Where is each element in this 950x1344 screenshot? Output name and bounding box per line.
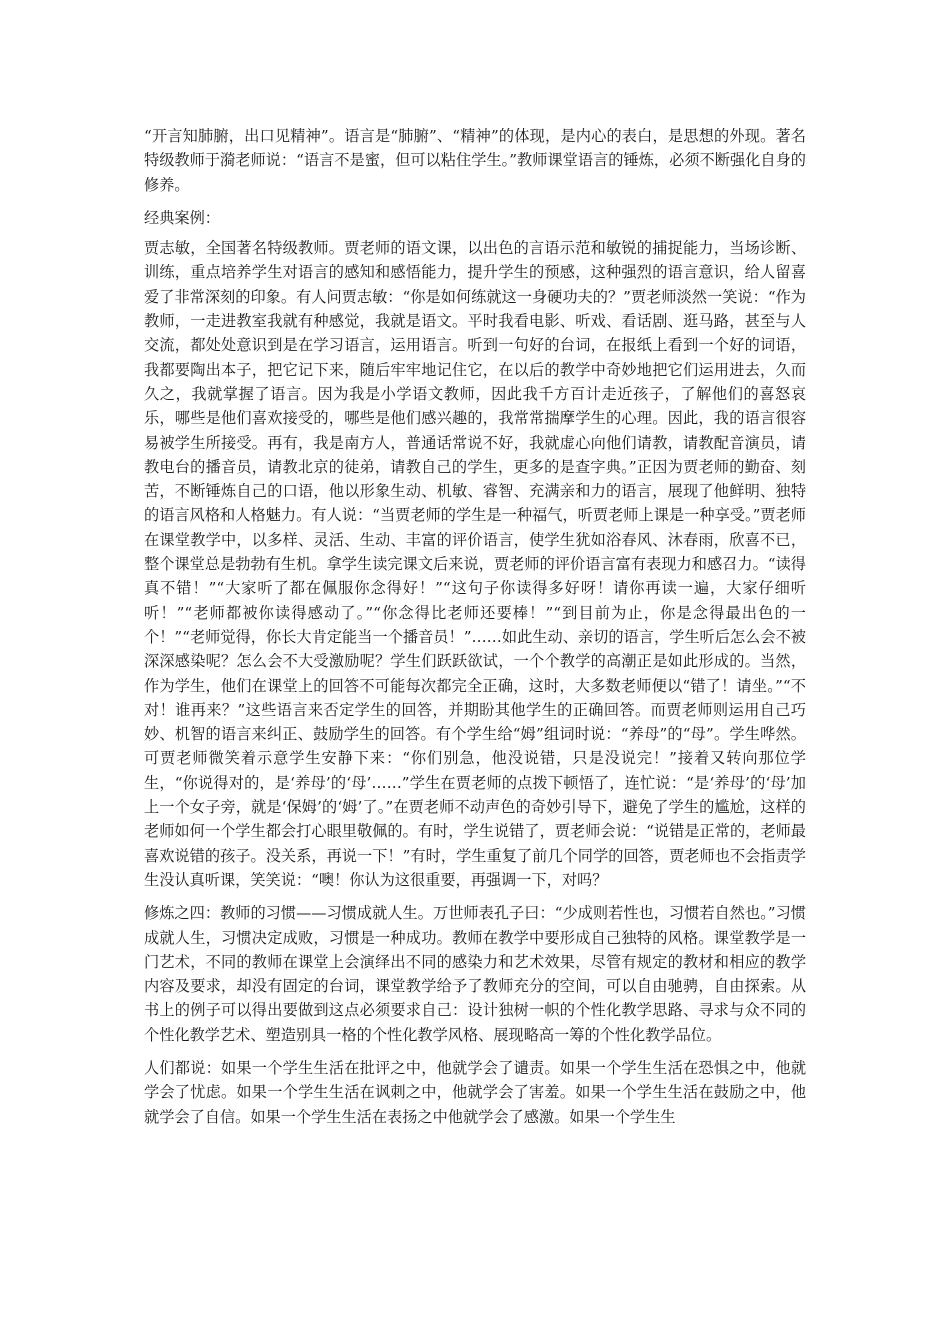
closing-paragraph: 人们都说：如果一个学生生活在批评之中，他就学会了谴责。如果一个学生生活在恐惧之中，他就学会了忧虑。如果一个学生生活在讽刺之中，他就学会了害羞。如果一个学生生活在鼓励之中，他就学会了自信。如果一个学生生活在表扬之中他就学会了感激。如果一个学生生: [144, 1058, 806, 1126]
case-paragraph: 贾志敏，全国著名特级教师。贾老师的语文课，以出色的言语示范和敏锐的捕捉能力，当场诊断、训练，重点培养学生对语言的感知和感悟能力，提升学生的预感，这种强烈的语言意识，给人留喜爱了非常深刻的印象。有人问贾志敏：“你是如何练就这一身硬功夫的？”贾老师淡然一笑说：“作为教师，一走进教室我就有种感觉，我就是语文。平时我看电影、听戏、看话剧、逛马路，甚至与人交流，都处处意识到是在学习语言，运用语言。听到一句好的台词，在报纸上看到一个好的词语，我都要陶出本子，把它记下来，随后牢牢地记住它，在以后的教学中奇妙地把它们运用进去，久而久之，我就掌握了语言。因为我是小学语文教师，因此我千方百计走近孩子，了解他们的喜怒哀乐，哪些是他们喜欢接受的，哪些是他们感兴趣的，我常常揣摩学生的心理。因此，我的语言很容易被学生所接受。再有，我是南方人，普通话常说不好，我就虚心向他们请教，请教配音演员，请教电台的播音员，请教北京的徒弟，请教自己的学生，更多的是查字典。”正因为贾老师的勤奋、刻苦，不断锤炼自己的口语，他以形象生动、机敏、睿智、充满亲和力的语言，展现了他鲜明、独特的语言风格和人格魅力。有人说：“当贾老师的学生是一种福气，听贾老师上课是一种享受。”贾老师在课堂教学中，以多样、灵活、生动、丰富的评价语言，使学生犹如浴春风、沐春雨，欣喜不已，整个课堂总是勃勃有生机。拿学生读完课文后来说，贾老师的评价语言富有表现力和感召力。“读得真不错！”“大家听了都在佩服你念得好！”“这句子你读得多好呀！请你再读一遍，大家仔细听听！”“老师都被你读得感动了。”“你念得比老师还要棒！”“到目前为止，你是念得最出色的一个！”“老师觉得，你长大肯定能当一个播音员！”……如此生动、亲切的语言，学生听后怎么会不被深深感染呢？怎么会不大受激励呢？学生们跃跃欲试，一个个教学的高潮正是如此形成的。当然，作为学生，他们在课堂上的回答不可能每次都完全正确，这时，大多数老师便以“错了！请坐。”“不对！谁再来？”这些语言来否定学生的回答，并期盼其他学生的正确回答。而贾老师则运用自己巧妙、机智的语言来纠正、鼓励学生的回答。有个学生给“姆”组词时说：“养母”的“母”。学生哗然。可贾老师微笑着示意学生安静下来：“你们别急，他没说错，只是没说完！”接着又转向那位学生，“你说得对的，是‘养母’的‘母’……”学生在贾老师的点拨下顿悟了，连忙说：“是‘养母’的‘母’加上一个女子旁，就是‘保姆’的‘姆’了。”在贾老师不动声色的奇妙引导下，避免了学生的尴尬，这样的老师如何一个学生都会打心眼里敬佩的。有时，学生说错了，贾老师会说：“说错是正常的，老师最喜欢说错的孩子。没关系，再说一下！”有时，学生重复了前几个同学的回答，贾老师也不会指责学生没认真听课，笑笑说：“噢！你认为这很重要，再强调一下，对吗？: [144, 239, 806, 889]
habit-paragraph: 修炼之四：教师的习惯——习惯成就人生。万世师表孔子曰：“少成则若性也，习惯若自然也。”习惯成就人生，习惯决定成败，习惯是一种成功。教师在教学中要形成自己独特的风格。课堂教学是一门艺术，不同的教师在课堂上会演绎出不同的感染力和艺术效果，尽管有规定的教材和相应的教学内容及要求，却没有固定的台词，课堂教学给予了教师充分的空间，可以自由驰骋，自由探索。从书上的例子可以得出要做到这点必须要求自己：设计独树一帜的个性化教学思路、寻求与众不同的个性化教学艺术、塑造别具一格的个性化教学风格、展现略高一筹的个性化教学品位。: [144, 904, 806, 1044]
section-label-classic-case: 经典案例：: [144, 208, 220, 227]
intro-paragraph: “开言知肺腑，出口见精神”。语言是“肺腑”、“精神”的体现，是内心的表白，是思想的外现。著名特级教师于漪老师说：“语言不是蜜，但可以粘住学生。”教师课堂语言的锤炼，必须不断强化自身的修养。: [144, 127, 806, 194]
document-body: [144, 124, 806, 1138]
